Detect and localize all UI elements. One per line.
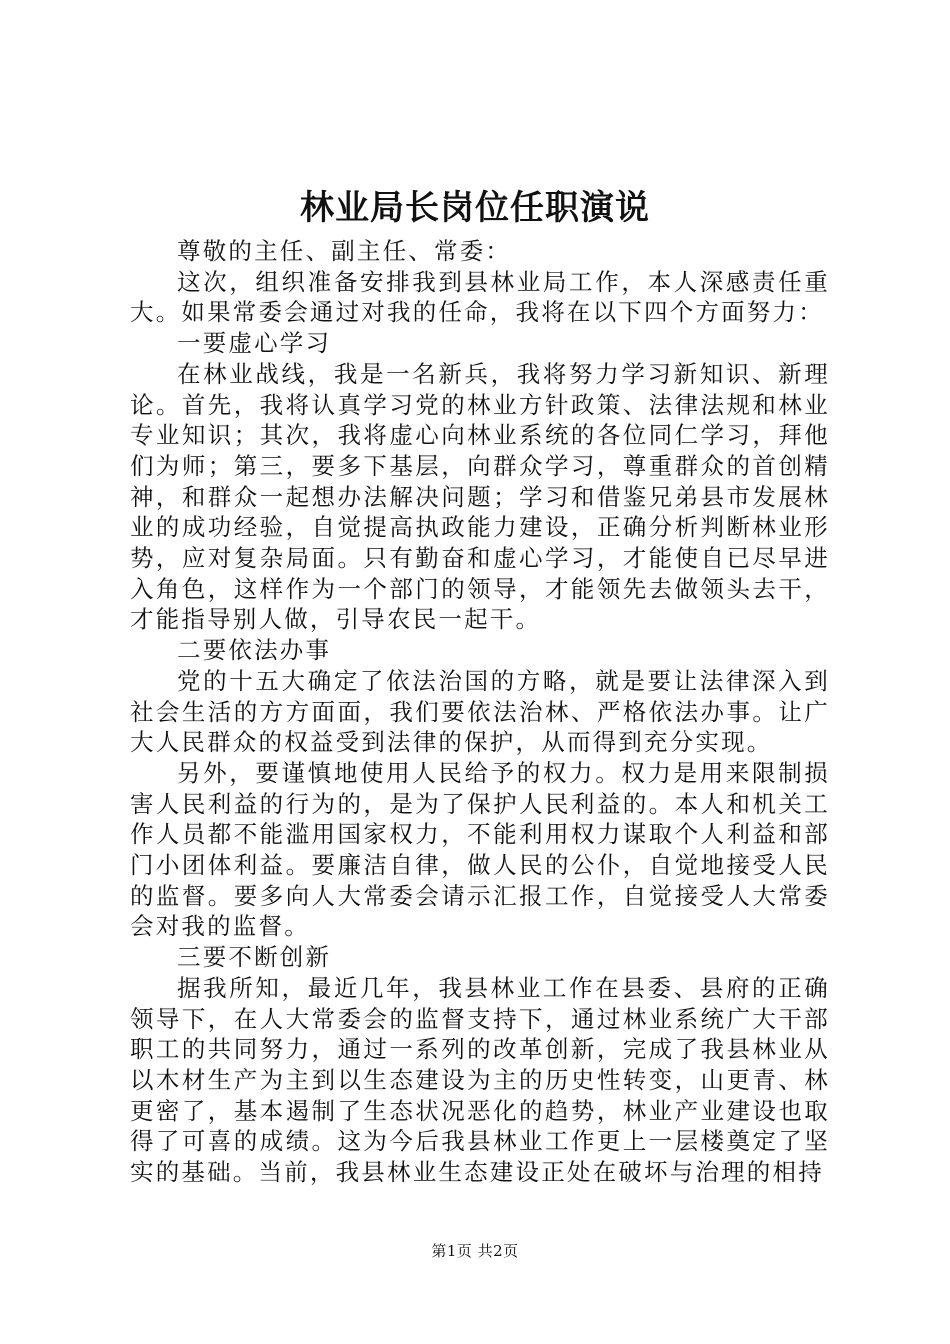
- document-title: 林业局长岗位任职演说: [300, 188, 650, 228]
- section-heading-learning: 一要虚心学习: [177, 329, 332, 358]
- paragraph-innovation: 据我所知，最近几年，我县林业工作在县委、县府的正确领导下，在人大常委会的监督支持下，通过林业系统广大干部职工的共同努力，通过一系列的改革创新，完成了我县林业从以木材生产为主到以生态建设为主的历史性转变，山更青、林更密了，基本遏制了生态状况恶化的趋势，林业产业建设也取得了可喜的成绩。这为今后我县林业工作更上一层楼奠定了坚实的基础。当前，我县林业生态建设正处在破坏与治理的相持: [130, 973, 830, 1187]
- document-body: [130, 236, 830, 1188]
- section-heading-innovation: 三要不断创新: [177, 943, 332, 972]
- paragraph-law: 党的十五大确定了依法治国的方略，就是要让法律深入到社会生活的方方面面，我们要依法治林、严格依法办事。让广大人民群众的权益受到法律的保护，从而得到充分实现。: [130, 666, 830, 757]
- section-heading-law: 二要依法办事: [177, 636, 332, 665]
- paragraph-power: 另外，要谨慎地使用人民给予的权力。权力是用来限制损害人民利益的行为的，是为了保护人民利益的。本人和机关工作人员都不能滥用国家权力，不能利用权力谋取个人利益和部门小团体利益。要廉洁自律，做人民的公仆，自觉地接受人民的监督。要多向人大常委会请示汇报工作，自觉接受人大常委会对我的监督。: [130, 758, 830, 941]
- page-number-footer: 第1页 共2页: [431, 1242, 519, 1260]
- paragraph-learning: 在林业战线，我是一名新兵，我将努力学习新知识、新理论。首先，我将认真学习党的林业方针政策、法律法规和林业专业知识；其次，我将虚心向林业系统的各位同仁学习，拜他们为师；第三，要多下基层，向群众学习，尊重群众的首创精神，和群众一起想办法解决问题；学习和借鉴兄弟县市发展林业的成功经验，自觉提高执政能力建设，正确分析判断林业形势，应对复杂局面。只有勤奋和虚心学习，才能使自已尽早进入角色，这样作为一个部门的领导，才能领先去做领头去干，才能指导别人做，引导农民一起干。: [130, 359, 830, 634]
- paragraph-intro: 这次，组织准备安排我到县林业局工作，本人深感责任重大。如果常委会通过对我的任命，我将在以下四个方面努力：: [130, 267, 830, 327]
- salutation: 尊敬的主任、副主任、常委：: [177, 237, 512, 265]
